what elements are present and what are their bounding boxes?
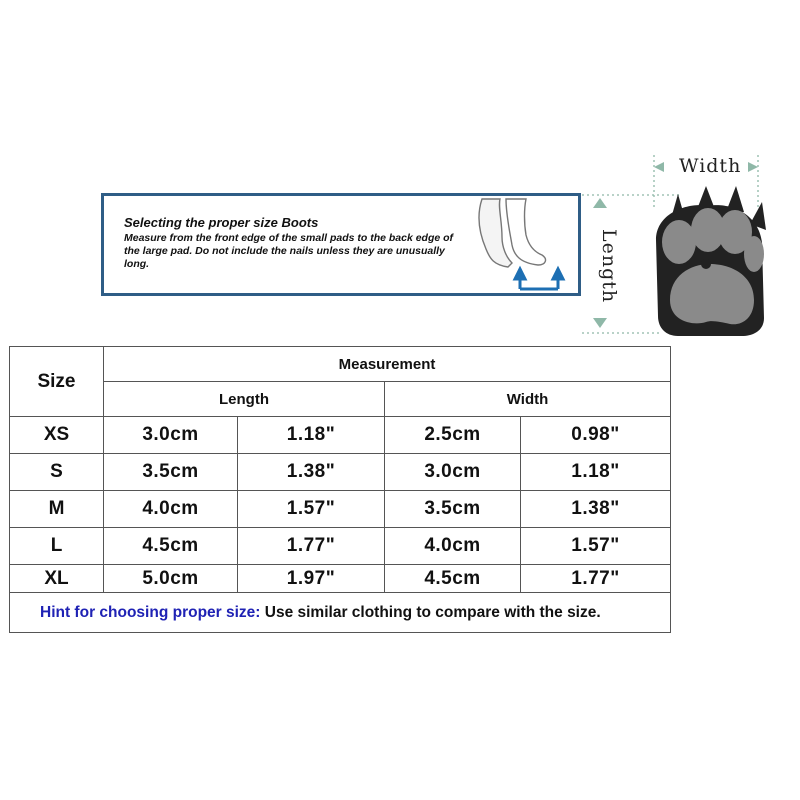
table-row — [10, 454, 671, 491]
table-row — [10, 565, 671, 593]
length-in-cell: 1.38" — [238, 454, 385, 491]
width-in-cell: 1.38" — [521, 491, 671, 528]
length-cm-cell: 4.0cm — [104, 491, 238, 528]
length-in-cell: 1.57" — [238, 491, 385, 528]
width-in-cell: 1.18" — [521, 454, 671, 491]
width-cm-cell: 3.5cm — [385, 491, 521, 528]
size-cell: M — [10, 491, 104, 528]
hint-label: Hint for choosing proper size: — [40, 603, 261, 621]
width-label: Width — [679, 155, 742, 177]
size-cell: S — [10, 454, 104, 491]
table-row — [10, 491, 671, 528]
width-cm-cell: 4.0cm — [385, 528, 521, 565]
length-header: Length — [104, 382, 385, 417]
size-cell: XL — [10, 565, 104, 593]
width-in-cell: 1.77" — [521, 565, 671, 593]
size-column-header: Size — [10, 347, 104, 417]
arrow-icon — [515, 269, 563, 289]
length-cm-cell: 4.5cm — [104, 528, 238, 565]
length-cm-cell: 3.5cm — [104, 454, 238, 491]
length-in-cell: 1.97" — [238, 565, 385, 593]
measurement-header: Measurement — [104, 347, 671, 382]
length-cm-cell: 3.0cm — [104, 417, 238, 454]
hint-text: Use similar clothing to compare with the size. — [260, 603, 601, 621]
size-hint — [10, 593, 671, 633]
table-row — [10, 417, 671, 454]
length-in-cell: 1.77" — [238, 528, 385, 565]
size-chart-table — [9, 346, 671, 633]
width-cm-cell: 3.0cm — [385, 454, 521, 491]
length-label: Length — [598, 229, 620, 304]
length-cm-cell: 5.0cm — [104, 565, 238, 593]
size-cell: XS — [10, 417, 104, 454]
dog-legs-illustration — [472, 197, 572, 293]
length-in-cell: 1.18" — [238, 417, 385, 454]
guide-body: Measure from the front edge of the small pads to the back edge of the large pad. Do not include the nails unless they are unusually long. — [124, 232, 454, 270]
table-row — [10, 528, 671, 565]
width-cm-cell: 2.5cm — [385, 417, 521, 454]
sizing-instructions-box — [101, 193, 581, 296]
width-cm-cell: 4.5cm — [385, 565, 521, 593]
width-in-cell: 1.57" — [521, 528, 671, 565]
guide-title: Selecting the proper size Boots — [124, 215, 319, 230]
width-header: Width — [385, 382, 671, 417]
size-cell: L — [10, 528, 104, 565]
width-in-cell: 0.98" — [521, 417, 671, 454]
